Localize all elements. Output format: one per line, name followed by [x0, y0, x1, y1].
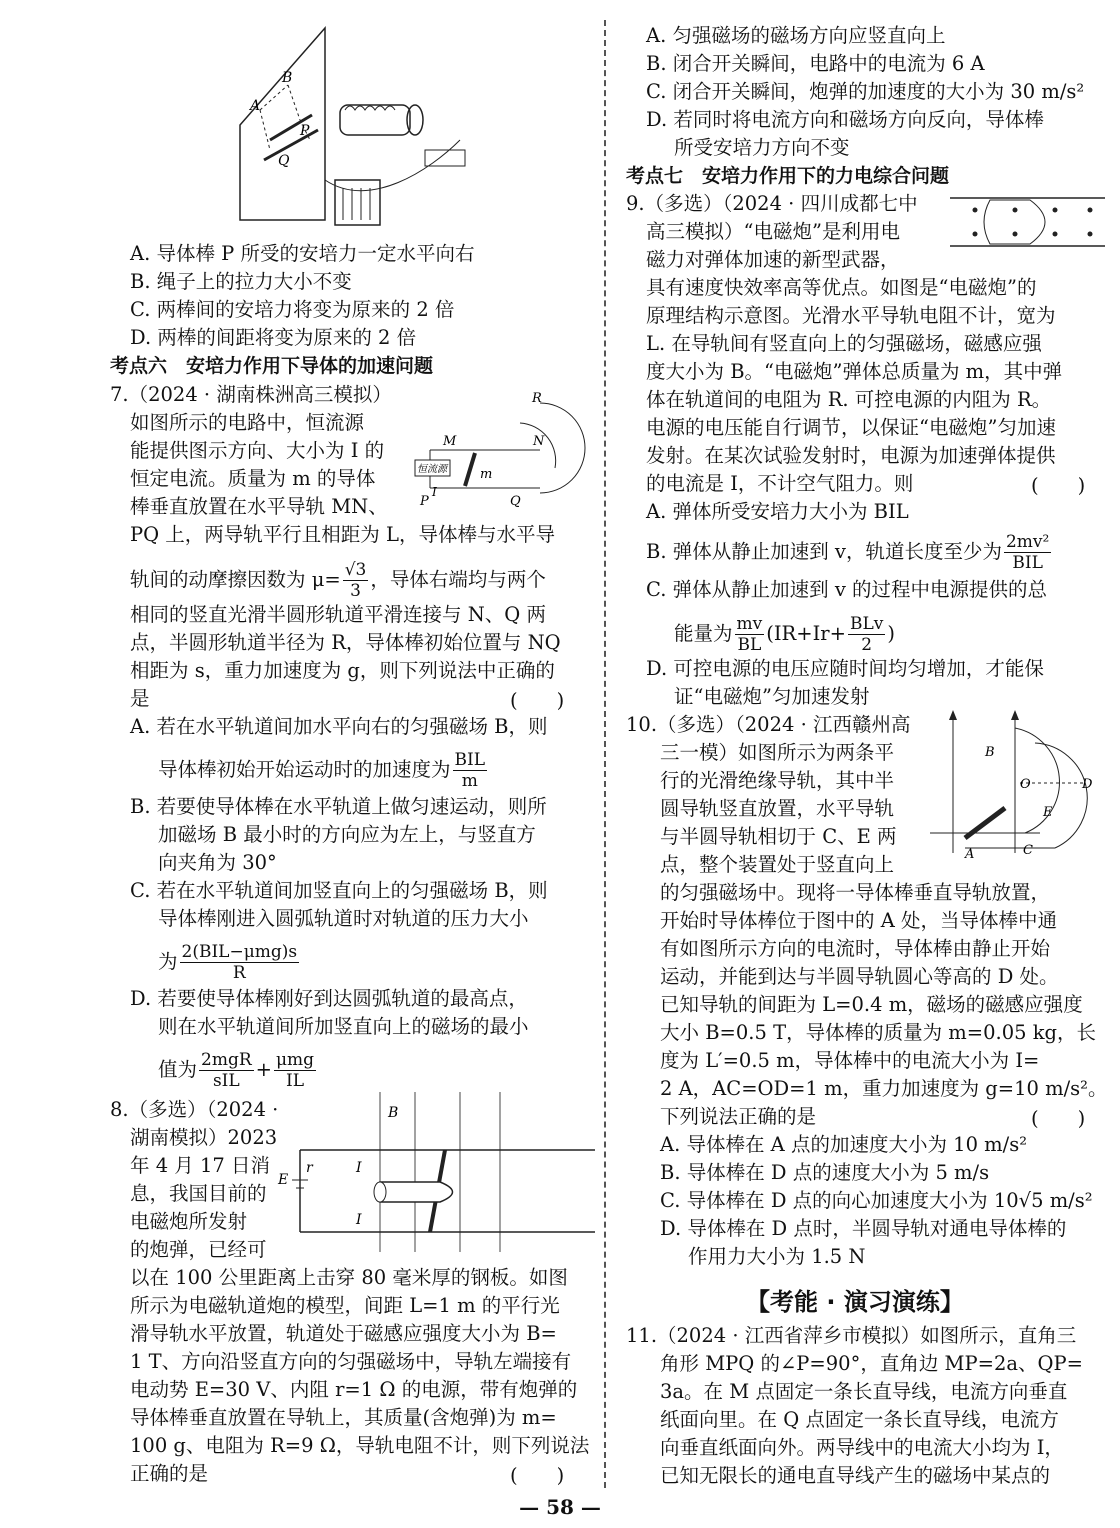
- q7-option-c-2: 导体棒刚进入圆弧轨道时对轨道的压力大小: [158, 907, 529, 930]
- q7-d-num2: μmg: [275, 1050, 315, 1070]
- q7-a-num: BIL: [454, 750, 486, 770]
- q7-d-plus: +: [255, 1058, 272, 1081]
- q9-c-end: ): [887, 622, 895, 645]
- q8-line-13: 100 g、电阻为 R=9 Ω，导轨电阻不计，则下列说法: [130, 1434, 590, 1457]
- q7-line-7: 点，半圆形轨道半径为 R，导体棒初始位置与 NQ: [130, 631, 561, 654]
- fig7-label-n: N: [533, 434, 545, 449]
- q9-line-8: 体在轨道间的电阻为 R. 可控电源的内阻为 R。: [646, 388, 1052, 411]
- q8-line-8: 所示为电磁轨道炮的模型，间距 L=1 m 的平行光: [130, 1294, 560, 1317]
- fig6-label-q: Q: [278, 153, 290, 169]
- q11-line-4: 纸面向里。在 Q 点固定一条长直导线，电流方: [660, 1408, 1059, 1431]
- q9-option-c-2: [674, 614, 895, 655]
- q9-line-6: L. 在导轨间有竖直向上的匀强磁场，磁感应强: [646, 332, 1042, 355]
- q9-b-num: 2mv²: [1005, 532, 1050, 552]
- page-number: — 58 —: [519, 1495, 601, 1519]
- q11-line-1: 11.（2024 · 江西省萍乡市模拟）如图所示，直角三: [626, 1324, 1077, 1347]
- q8-line-9: 滑导轨水平放置，轨道处于磁感应强度大小为 B=: [130, 1322, 557, 1345]
- q9-c-num2: BLv: [849, 614, 884, 634]
- fig8-label-b: B: [388, 1105, 399, 1121]
- figure-q6-apparatus: [230, 20, 480, 235]
- q10-line-2: 三一模）如图所示为两条平: [660, 741, 895, 764]
- section-heading: 【考能 · 演习演练】: [746, 1288, 964, 1316]
- fig8-label-i-bottom: I: [356, 1212, 362, 1228]
- q10-line-15: 下列说法正确的是: [660, 1105, 817, 1128]
- fig8-label-i-top: I: [356, 1160, 362, 1176]
- q7-line-4: 棒垂直放置在水平导轨 MN、: [130, 495, 388, 518]
- q9-line-11: 的电流是 I，不计空气阻力。则: [646, 472, 914, 495]
- q7-option-d-2: 则在水平轨道间所加竖直向上的磁场的最小: [158, 1015, 529, 1038]
- q9-c-den2: 2: [861, 635, 873, 655]
- q7-c-den: R: [232, 963, 246, 983]
- q7-a-frac: [453, 750, 488, 791]
- q7-c-num: 2(BIL−μmg)s: [181, 942, 298, 962]
- fig7-label-r: R: [532, 391, 542, 406]
- q10-line-6: 点，整个装置处于竖直向上: [660, 853, 895, 876]
- q10-option-d-1: D. 导体棒在 D 点时，半圆导轨对通电导体棒的: [660, 1217, 1067, 1240]
- q7-line-6: 相同的竖直光滑半圆形轨道平滑连接与 N、Q 两: [130, 603, 546, 626]
- q7-mu-post: ，导体右端均与两个: [370, 568, 546, 591]
- q10-line-14: 2 A，AC=OD=1 m，重力加速度为 g=10 m/s²。: [660, 1077, 1108, 1100]
- column-divider: [604, 20, 606, 1488]
- q7-option-c-1: C. 若在水平轨道间加竖直向上的匀强磁场 B，则: [130, 879, 548, 902]
- q10-line-8: 开始时导体棒位于图中的 A 处，当导体棒中通: [660, 909, 1057, 932]
- q7-line-9: 是: [130, 687, 150, 710]
- figure-q7-circuit: [410, 378, 595, 508]
- q9-line-1: 9.（多选）（2024 · 四川成都七中: [626, 192, 918, 215]
- q10-option-b: B. 导体棒在 D 点的速度大小为 5 m/s: [660, 1161, 990, 1184]
- q7-line-2: 能提供图示方向、大小为 I 的: [130, 439, 385, 462]
- q10-line-12: 大小 B=0.5 T，导体棒的质量为 m=0.05 kg，长: [660, 1021, 1097, 1044]
- q9-option-d-1: D. 可控电源的电压应随时间均匀增加，才能保: [646, 657, 1044, 680]
- kd7-heading: 考点七 安培力作用下的力电综合问题: [626, 165, 950, 187]
- figure-q9-railgun: [935, 190, 1105, 255]
- q10-option-c: C. 导体棒在 D 点的向心加速度大小为 10√5 m/s²: [660, 1189, 1093, 1212]
- fig7-label-m: M: [443, 434, 457, 449]
- q9-line-9: 电源的电压能自行调节，以保证“电磁炮”匀加速: [646, 416, 1056, 439]
- q8-line-11: 电动势 E=30 V、内阻 r=1 Ω 的电源，带有炮弹的: [130, 1378, 578, 1401]
- q9-b-pre: B. 弹体从静止加速到 v，轨道长度至少为: [646, 540, 1002, 563]
- q7-mu-den: 3: [350, 581, 361, 601]
- q7-a-text: 导体棒初始开始运动时的加速度为: [158, 758, 451, 781]
- q10-option-d-2: 作用力大小为 1.5 N: [688, 1245, 866, 1268]
- q7-head: [110, 381, 392, 409]
- q10-line-10: 运动，并能到达与半圆导轨圆心等高的 D 处。: [660, 965, 1059, 988]
- q7-d-den1: sIL: [212, 1071, 240, 1091]
- q10-line-1: 10.（多选）（2024 · 江西赣州高: [626, 713, 911, 736]
- q8-option-c: C. 闭合开关瞬间，炮弹的加速度的大小为 30 m/s²: [646, 80, 1085, 103]
- q8-line-5: 电磁炮所发射: [130, 1210, 248, 1233]
- q10-answer-bracket: ( ): [1031, 1107, 1086, 1130]
- q7-line-1: 如图所示的电路中，恒流源: [130, 411, 365, 434]
- fig10-label-c: C: [1023, 843, 1033, 858]
- fig10-label-d: D: [1082, 777, 1093, 792]
- q9-c-frac1: [735, 614, 765, 655]
- kd6-heading: 考点六 安培力作用下导体的加速问题: [110, 355, 434, 377]
- q10-line-7: 的匀强磁场中。现将一导体棒垂直导轨放置，: [660, 881, 1051, 904]
- q11-line-5: 向垂直纸面向外。两导线中的电流大小均为 I，: [660, 1436, 1064, 1459]
- q8-line-14: 正确的是: [130, 1462, 209, 1485]
- q9-line-5: 原理结构示意图。光滑水平导轨电阻不计，宽为: [646, 304, 1056, 327]
- q7-d-pre: 值为: [158, 1058, 198, 1081]
- q9-c-frac2: [848, 614, 885, 655]
- q8-option-b: B. 闭合开关瞬间，电路中的电流为 6 A: [646, 52, 985, 75]
- q10-line-9: 有如图所示方向的电流时，导体棒由静止开始: [660, 937, 1051, 960]
- q6-option-d: D. 两棒的间距将变为原来的 2 倍: [130, 326, 417, 349]
- q10-line-11: 已知导轨的间距为 L=0.4 m，磁场的磁感应强度: [660, 993, 1083, 1016]
- q7-d-den2: IL: [286, 1071, 305, 1091]
- q7-option-a-cont: [158, 750, 489, 791]
- q7-line-8: 相距为 s，重力加速度为 g，则下列说法中正确的: [130, 659, 555, 682]
- fig10-label-b: B: [985, 745, 995, 760]
- q7-option-b-3: 向夹角为 30°: [158, 851, 277, 874]
- q7-a-den: m: [461, 771, 478, 791]
- q8-answer-bracket: ( ): [510, 1464, 565, 1487]
- q9-option-c-1: C. 弹体从静止加速到 v 的过程中电源提供的总: [646, 578, 1048, 601]
- fig6-label-p: P: [300, 123, 310, 139]
- q8-line-4: 息，我国目前的: [130, 1182, 267, 1205]
- q8-option-d-1: D. 若同时将电流方向和磁场方向反向，导体棒: [646, 108, 1044, 131]
- q9-line-7: 度大小为 B。“电磁炮”弹体总质量为 m，其中弹: [646, 360, 1063, 383]
- fig8-label-r: r: [306, 1160, 313, 1176]
- fig6-label-b: B: [282, 70, 293, 86]
- fig7-label-i: I: [432, 485, 437, 499]
- q6-option-b: B. 绳子上的拉力大小不变: [130, 270, 352, 293]
- q7-option-d-1: D. 若要使导体棒刚好到达圆弧轨道的最高点，: [130, 987, 528, 1010]
- q9-option-b: [646, 532, 1053, 573]
- q7-d-frac2: [274, 1050, 316, 1091]
- q9-line-2: 高三模拟）“电磁炮”是利用电: [646, 220, 900, 243]
- q11-line-6: 已知无限长的通电直导线产生的磁场中某点的: [660, 1464, 1051, 1487]
- q9-option-a: A. 弹体所受安培力大小为 BIL: [646, 500, 909, 523]
- q6-option-a: A. 导体棒 P 所受的安培力一定水平向右: [130, 242, 475, 265]
- q7-answer-bracket: ( ): [510, 689, 565, 712]
- q9-c-mid: (IR+Ir+: [766, 622, 846, 645]
- fig10-label-a: A: [965, 847, 975, 858]
- q7-d-num1: 2mgR: [201, 1050, 252, 1070]
- q9-c-pre: 能量为: [674, 622, 733, 645]
- q8-line-7: 以在 100 公里距离上击穿 80 毫米厚的钢板。如图: [130, 1266, 568, 1289]
- q8-line-10: 1 T、方向沿竖直方向的匀强磁场中，导轨左端接有: [130, 1350, 572, 1373]
- q8-line-6: 的炮弹，已经可: [130, 1238, 267, 1261]
- fig6-label-a: A: [250, 98, 261, 114]
- q7-line-3: 恒定电流。质量为 m 的导体: [130, 467, 376, 490]
- q11-line-2: 角形 MPQ 的∠P=90°，直角边 MP=2a、QP=: [660, 1352, 1083, 1375]
- q7-line-5: PQ 上，两导轨平行且相距为 L，导体棒与水平导: [130, 523, 555, 546]
- q9-option-d-2: 证“电磁炮”匀加速发射: [674, 685, 870, 708]
- figure-q10-rails: [925, 708, 1105, 858]
- q9-c-den1: BL: [737, 635, 762, 655]
- fig7-label-p: P: [420, 494, 429, 508]
- q8-option-d-2: 所受安培力方向不变: [674, 136, 850, 159]
- q8-line-2: 湖南模拟）2023: [130, 1126, 278, 1149]
- q9-line-10: 发射。在某次试验发射时，电源为加速弹体提供: [646, 444, 1056, 467]
- fig10-label-o: O: [1020, 777, 1031, 792]
- q7-mu-frac: [343, 560, 369, 601]
- q7-option-c-3: [158, 942, 301, 983]
- q10-line-3: 行的光滑绝缘导轨，其中半: [660, 769, 895, 792]
- q7-mu-line: [130, 560, 546, 601]
- q9-c-num1: mv: [736, 614, 763, 634]
- fig7-label-q: Q: [510, 494, 521, 508]
- figure-q8-railgun: [270, 1092, 595, 1262]
- q7-option-b-1: B. 若要使导体棒在水平轨道上做匀速运动，则所: [130, 795, 547, 818]
- q7-option-b-2: 加磁场 B 最小时的方向应为左上，与竖直方: [158, 823, 536, 846]
- q9-line-4: 具有速度快效率高等优点。如图是“电磁炮”的: [646, 276, 1037, 299]
- q7-d-frac1: [199, 1050, 254, 1091]
- q9-line-3: 磁力对弹体加速的新型武器，: [646, 248, 900, 271]
- q7-c-pre: 为: [158, 950, 178, 973]
- q7-option-a: A. 若在水平轨道间加水平向右的匀强磁场 B，则: [130, 715, 548, 738]
- fig8-label-e: E: [278, 1172, 289, 1188]
- q9-b-frac: [1004, 532, 1051, 573]
- fig7-label-m-mass: m: [480, 467, 493, 482]
- q7-option-d-3: [158, 1050, 318, 1091]
- q8-line-12: 导体棒垂直放置在导轨上，其质量(含炮弹)为 m=: [130, 1406, 557, 1429]
- q7-mu-num: √3: [344, 560, 367, 580]
- q11-line-3: 3a。在 M 点固定一条长直导线，电流方向垂直: [660, 1380, 1068, 1403]
- q7-number-source: 7.（2024 · 湖南株洲高三模拟）: [110, 383, 392, 406]
- q7-c-frac: [180, 942, 300, 983]
- q8-option-a: A. 匀强磁场的磁场方向应竖直向上: [646, 24, 946, 47]
- q8-line-1: 8.（多选）（2024 ·: [110, 1098, 279, 1121]
- q10-line-5: 与半圆导轨相切于 C、E 两: [660, 825, 897, 848]
- q7-mu-pre: 轨间的动摩擦因数为 μ=: [130, 568, 341, 591]
- q10-line-4: 圆导轨竖直放置，水平导轨: [660, 797, 895, 820]
- q9-answer-bracket: ( ): [1031, 474, 1086, 497]
- q8-line-3: 年 4 月 17 日消: [130, 1154, 271, 1177]
- fig7-label-source: 恒流源: [417, 464, 447, 475]
- q10-line-13: 度为 L′=0.5 m，导体棒中的电流大小为 I=: [660, 1049, 1040, 1072]
- fig10-label-e: E: [1043, 805, 1053, 820]
- q9-b-den: BIL: [1012, 553, 1043, 573]
- q10-option-a: A. 导体棒在 A 点的加速度大小为 10 m/s²: [660, 1133, 1028, 1156]
- q6-option-c: C. 两棒间的安培力将变为原来的 2 倍: [130, 298, 455, 321]
